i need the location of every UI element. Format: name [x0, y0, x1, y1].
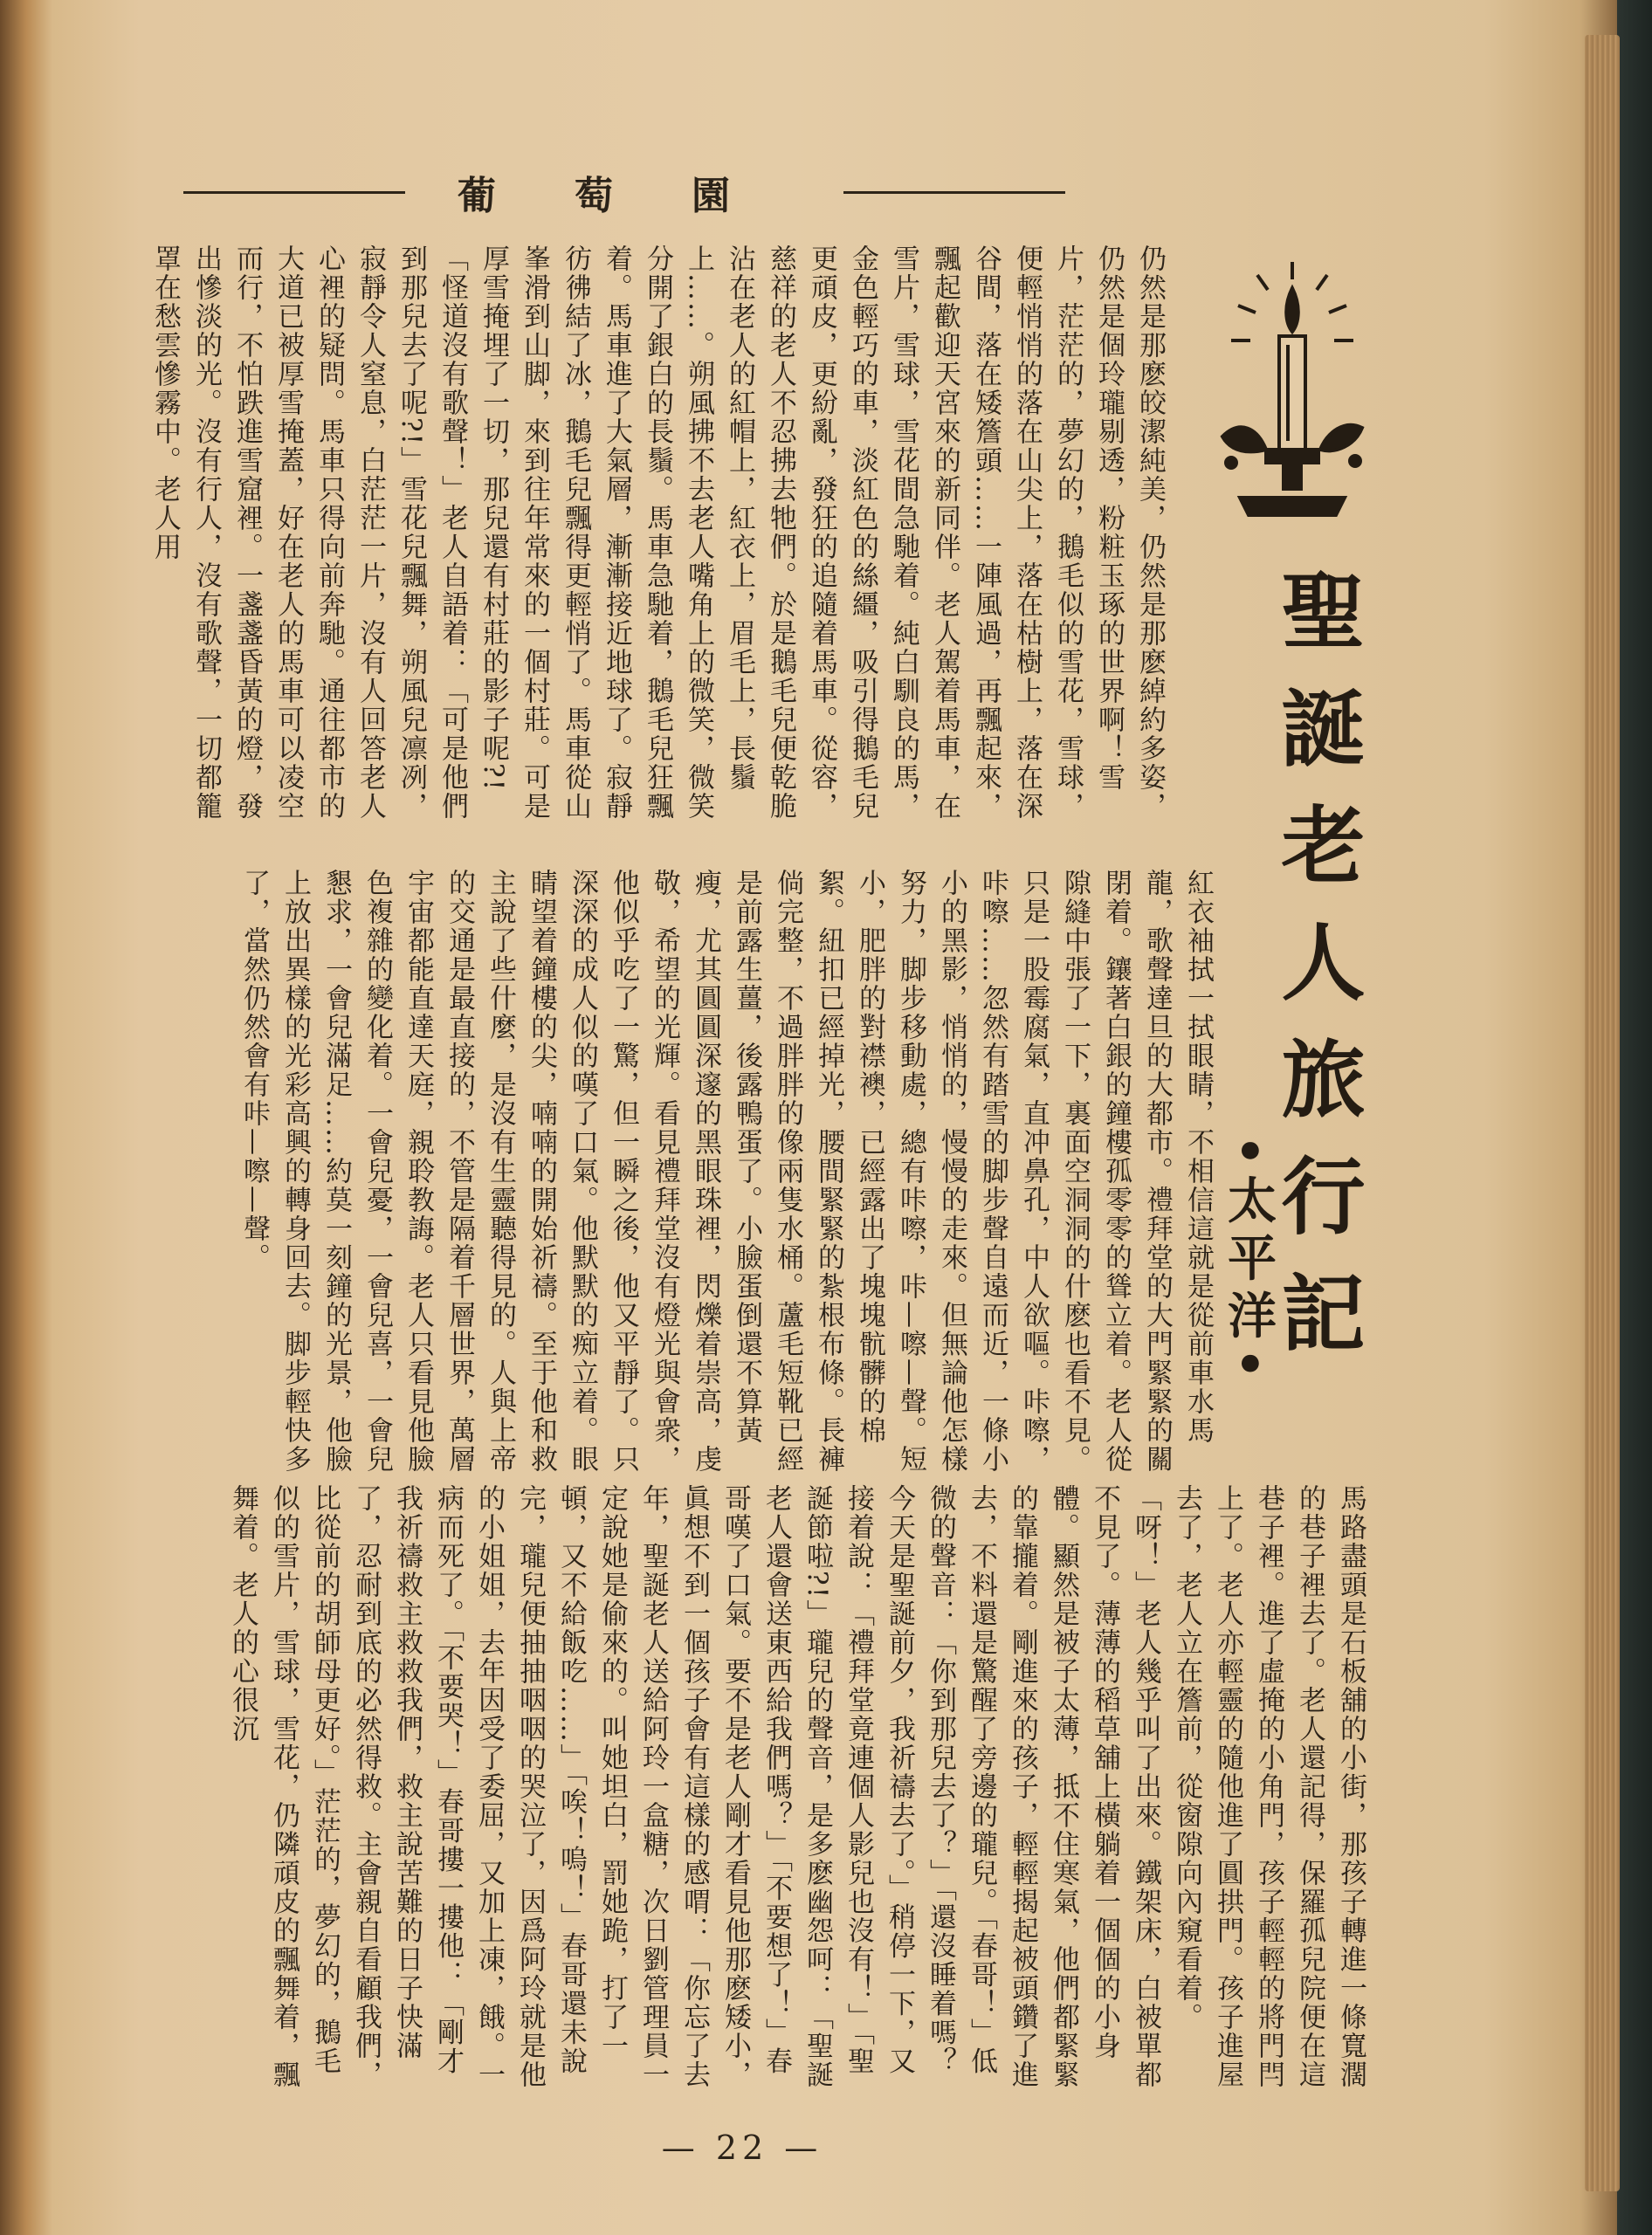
- page-edges: [1585, 35, 1620, 2191]
- page-number: — 22 —: [661, 2128, 823, 2167]
- header-rule-left: [183, 191, 405, 194]
- article-title: 聖誕老人旅行記: [1268, 567, 1366, 1386]
- candle-icon: [1222, 262, 1362, 515]
- page-header: [183, 166, 1065, 218]
- header-rule-right: [843, 191, 1065, 194]
- book-spine: [1617, 0, 1652, 2235]
- article-text-section-1: 仍然是那麽皎潔純美，仍然是那麽綽約多姿，仍然是個玲瓏剔透，粉粧玉琢的世界啊！雪片，茫茫的，夢幻的，鵝毛似的雪花，雪球，便輕悄悄的落在山尖上，落在枯樹上，落在深谷間，落在矮簷頭……一陣風過，再飄起來，飄起歡迎天宮來的新同伴。老人駕着馬車，在雪片，雪球，雪花間急馳着。純白馴良的馬，金色輕巧的車，淡紅色的絲繮，吸引得鵝毛兒更頑皮，更紛亂，發狂的追隨着馬車。從容，慈祥的老人不忍拂去牠們。於是鵝毛兒便乾脆沾在老人的紅帽上，紅衣上，眉毛上，長鬚上……。朔風拂不去老人嘴角上的微笑，微笑分開了銀白的長鬚。馬車急馳着，鵝毛兒狂飄着。馬車進了大氣層，漸漸接近地球了。寂靜彷彿結了冰，鵝毛兒飄得更輕悄了。馬車從山峯滑到山脚，來到往年常來的一個村莊。可是厚雪掩埋了一切，那兒還有村莊的影子呢?!「怪道沒有歌聲！」老人自語着：「可是他們到那兒去了呢?!」雪花兒飄舞，朔風兒凛冽，寂靜令人窒息，白茫茫一片，沒有人回答老人心裡的疑問。馬車只得向前奔馳。通往都市的大道已被厚雪掩蓋，好在老人的馬車可以凌空而行，不怕跌進雪窟裡。一盞盞昏黃的燈，發出慘淡的光。沒有行人，沒有歌聲，一切都籠罩在愁雲慘霧中。老人用: [149, 244, 1166, 822]
- article-text-section-2: 紅衣袖拭一拭眼睛，不相信這就是從前車水馬龍，歌聲達旦的大都市。禮拜堂的大門緊緊的關閉着。鑲著白銀的鐘樓孤零零的聳立着。老人從隙縫中張了一下，裏面空洞洞的什麽也看不見。只是一股霉腐氣，直冲鼻孔，中人欲嘔。咔嚓，咔嚓……忽然有踏雪的脚步聲自遠而近，一條小小的黑影，悄悄的，慢慢的走來。但無論他怎樣努力，脚步移動處，總有咔嚓，咔—嚓—聲。短小，肥胖的對襟襖，已經露出了塊塊骯髒的棉絮。紐扣已經掉光，腰間緊緊的紮根布條。長褲倘完整，不過胖胖的像兩隻水桶。蘆毛短靴已經是前露生薑，後露鴨蛋了。小臉蛋倒還不算黃瘦，尤其圓圓深邃的黑眼珠裡，閃爍着崇高，虔敬，希望的光輝。看見禮拜堂沒有燈光與會衆，他似乎吃了一驚，但一瞬之後，他又平靜了。只深深的成人似的嘆了口氣。他默默的痴立着。眼睛望着鐘樓的尖，喃喃的開始祈禱。至于他和救主說了些什麼，是沒有生靈聽得見的。人與上帝的交通是最直接的，不管是隔着千層世界，萬層宇宙都能直達天庭，親聆教誨。老人只看見他臉色複雜的變化着。一會兒憂，一會兒喜，一會兒懇求，一會兒滿足……約莫一刻鐘的光景，他臉上放出異樣的光彩高興的轉身回去。脚步輕快多了，當然仍然會有咔—嚓—聲。: [238, 869, 1214, 1474]
- header-title: 葡萄園: [458, 174, 809, 218]
- candle-illustration: [1205, 253, 1380, 524]
- article-author: •太平洋•: [1220, 1135, 1277, 1388]
- article-text-section-3: 馬路盡頭是石板舖的小街，那孩子轉進一條寬濶的巷子裡去了。老人還記得，保羅孤兒院便在這巷子裡。進了虛掩的小角門，孩子輕輕的將門閂上了。老人亦輕靈的隨他進了圓拱門。孩子進屋去了，老人立在簷前，從窗隙向內窺看着。「呀！」老人幾乎叫了出來。鐵架床，白被單都不見了。薄薄的稻草舖上橫躺着一個個的小身體。顯然是被子太薄，抵不住寒氣，他們都緊緊的靠攏着。剛進來的孩子，輕輕揭起被頭鑽了進去，不料還是驚醒了旁邊的瓏兒。「春哥！」低微的聲音：「你到那兒去了？」「還沒睡着嗎？今天是聖誕前夕，我祈禱去了。」稍停一下，又接着說：「禮拜堂竟連個人影兒也沒有！」「聖誕節啦?!」瓏兒的聲音，是多麽幽怨呵：「聖誕老人還會送東西給我們嗎？」「不要想了！」春哥嘆了口氣。要不是老人剛才看見他那麽矮小，眞想不到一個孩子會有這樣的感喟：「你忘了去年，聖誕老人送給阿玲一盒糖，次日劉管理員一定說她是偷來的。叫她坦白，罰她跪，打了一頓，又不給飯吃……」「唉！嗚！」春哥還未說完，瓏兒便抽抽咽咽的哭泣了，因爲阿玲就是他的小姐姐，去年因受了委屈，又加上凍，餓。一病而死了。「不要哭！」春哥摟一摟他：「剛才我祈禱救主救救我們，救主說苦難的日子快滿了，忍耐到底的必然得救。主會親自看顧我們，比從前的胡師母更好。」茫茫的，夢幻的，鵝毛似的雪片，雪球，雪花，仍隣頑皮的飄舞着，飄舞着。老人的心很沉: [227, 1484, 1366, 2090]
